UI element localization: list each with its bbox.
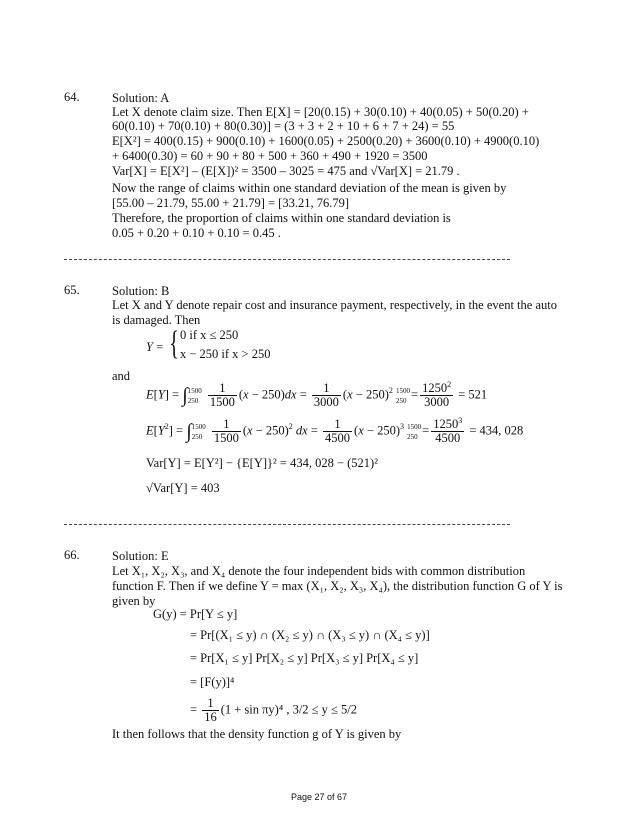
page-footer: Page 27 of 67 [290,792,348,802]
problem-64-line-4: + 6400(0.30) = 60 + 90 + 80 + 500 + 360 + 490 + 1920 = 3500 [112,149,428,163]
section-divider [64,524,510,525]
distribution-line-1: G(y) = Pr[Y ≤ y] [153,607,238,621]
problem-65-and: and [112,369,131,383]
distribution-line-4: = [F(y)]⁴ [190,675,235,689]
problem-66-intro-3: given by [112,594,156,608]
piecewise-row-2: x − 250 if x > 250 [180,347,271,361]
problem-66-solution: Solution: E [112,549,169,563]
distribution-line-5: = $\frac{1}{16}$ (1 + sin πy)⁴ , 3/2 ≤ y ≤ 5/2 [190,696,357,724]
problem-66-intro-1: Let X₁, X₂, X₃, and X₄ denote the four independent bids with common distribution [112,564,526,578]
problem-66-intro-2: function F. Then if we define Y = max (X₁, X₂, X₃, X₄), the distribution function G of Y is [112,579,563,593]
problem-64-number: 64. [64,90,80,104]
problem-64-line-8: Therefore, the proportion of claims within one standard deviation is [112,211,451,225]
problem-64-line-7: [55.00 – 21.79, 55.00 + 21.79] = [33.21, 76.79] [112,196,349,210]
problem-66-number: 66. [64,548,80,562]
std-dev-line: √Var[Y] = 403 [146,481,220,495]
problem-64-line-3: E[X²] = 400(0.15) + 900(0.10) + 1600(0.05) + 2500(0.20) + 3600(0.10) + 4900(0.10) [112,134,540,148]
problem-64-line-1: Let X denote claim size. Then E[X] = [20(0.15) + 30(0.10) + 40(0.05) + 50(0.20) + [112,105,529,119]
problem-64-line-9: 0.05 + 0.20 + 0.10 + 0.10 = 0.45 . [112,226,281,240]
distribution-line-2: = Pr[(X₁ ≤ y) ∩ (X₂ ≤ y) ∩ (X₃ ≤ y) ∩ (X₄ ≤ y)] [190,628,430,642]
expectation-y-equation: E[Y] = ∫1500 250 $\frac{1}{1500}$ (x − 250)dx = $\frac{1}{3000}$ $(x - 250)^2$ 1500 250 = $\frac{1250^2}{3000}$ = 521 [146,379,488,409]
problem-66-outro: It then follows that the density function g of Y is given by [112,727,402,741]
problem-65-number: 65. [64,283,80,297]
expectation-y-result: = 521 [458,387,488,402]
problem-64-solution: Solution: A [112,91,170,105]
expectation-y-squared-equation: $E[Y^2] = \int 1500$ 250 $\frac{1}{1500}$ $(x - 250)^2$ dx = $\frac{1}{4500}$ $(x - 250)^3$ 1500 250 = $\frac{1250^3}{4500}$ = 434, 028 [146,415,524,445]
section-divider [64,259,510,260]
problem-65-solution: Solution: B [112,284,170,298]
piecewise-row-1: 0 if x ≤ 250 [180,328,239,342]
problem-65-intro-1: Let X and Y denote repair cost and insurance payment, respectively, in the event the auto [112,298,557,312]
expectation-y-squared-result: = 434, 028 [469,423,524,438]
variance-line: Var[Y] = E[Y²] − {E[Y]}² = 434, 028 − (521)² [146,456,378,470]
piecewise-brace: { [169,325,180,362]
problem-64-line-2: 60(0.10) + 70(0.10) + 80(0.30)] = (3 + 3 + 2 + 10 + 6 + 7 + 24) = 55 [112,119,455,133]
problem-65-intro-2: is damaged. Then [112,313,201,327]
distribution-line-3: = Pr[X₁ ≤ y] Pr[X₂ ≤ y] Pr[X₃ ≤ y] Pr[X₄ ≤ y] [190,651,419,665]
distribution-line-5-tail: (1 + sin πy)⁴ , 3/2 ≤ y ≤ 5/2 [220,702,357,717]
problem-64-line-6: Now the range of claims within one standard deviation of the mean is given by [112,181,507,195]
problem-64-line-5: Var[X] = E[X²] – (E[X])² = 3500 – 3025 = 475 and √Var[X] = 21.79 . [112,164,460,178]
piecewise-label: Y = [146,340,164,354]
